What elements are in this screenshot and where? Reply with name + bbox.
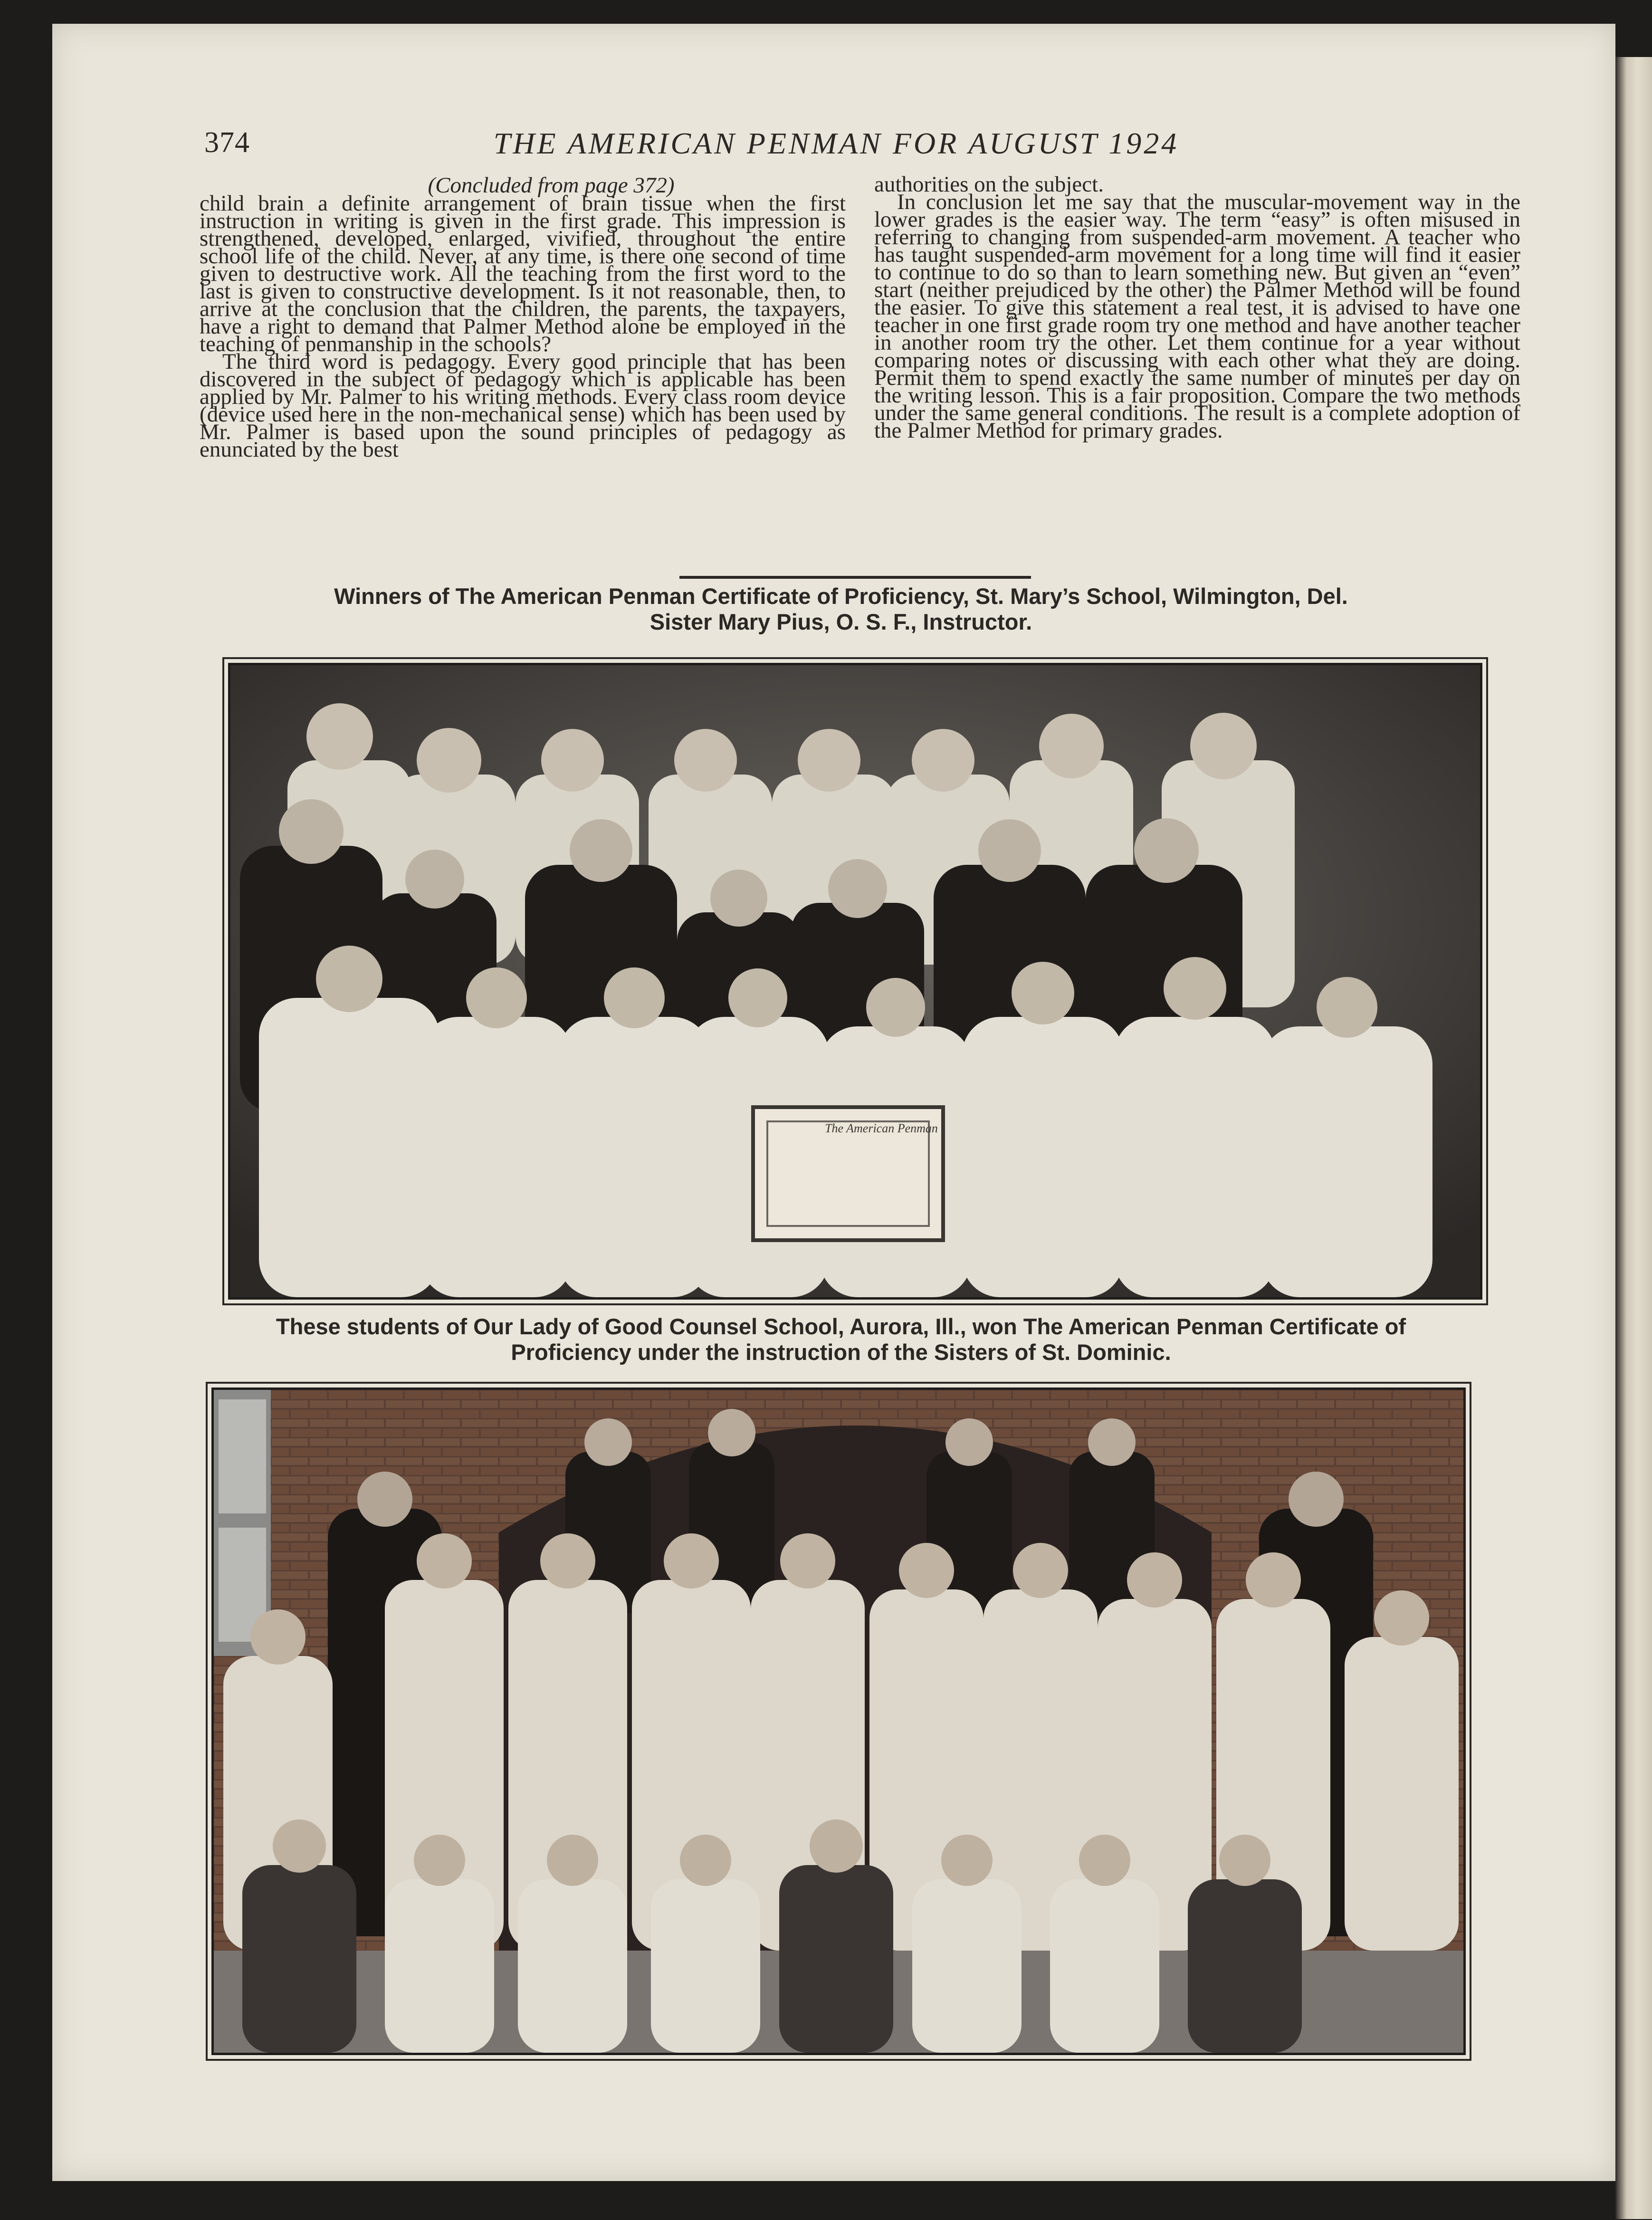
photo-illustration [230, 665, 1480, 1297]
page-header [204, 126, 1468, 169]
caption-line: Sister Mary Pius, O. S. F., Instructor. [649, 609, 1032, 634]
group-photo-st-marys [228, 663, 1482, 1300]
photo-caption [219, 584, 1463, 635]
article-column-left [200, 176, 846, 565]
paragraph: child brain a definite arrangement of brain tissue when the first instruction in writing is given in the first grade. This impression is strengthened, developed, enlarged, vivified, throughout the entire school life of the child. Never, at any time, is there one second of time given to destructive work. All the teaching from the first word to the last is given to constructive development. Is it not reasonable, then, to arrive at the conclusion that the children, the parents, the taxpayers, have a right to demand that Palmer Method alone be employed in the teaching of penmanship in the schools? [200, 191, 846, 356]
running-title: THE AMERICAN PENMAN FOR AUGUST 1924 [493, 126, 1179, 160]
group-photo-good-counsel [211, 1388, 1466, 2055]
photo-illustration [214, 1390, 1463, 2053]
article-column-right [874, 176, 1520, 565]
caption-line: Proficiency under the instruction of the Sisters of St. Dominic. [511, 1340, 1171, 1365]
caption-line: These students of Our Lady of Good Counsel School, Aurora, Ill., won The American Penman Certificate of [276, 1314, 1406, 1339]
continued-note: (Concluded from page 372) [428, 176, 675, 198]
certificate-lettering: The American Penman [825, 1121, 938, 1135]
page-number: 374 [204, 126, 250, 159]
section-divider [679, 576, 1031, 579]
paragraph: authorities on the subject. [874, 176, 1104, 197]
paragraph: The third word is pedagogy. Every good principle that has been discovered in the subject of pedagogy which is applicable has been applied by Mr. Palmer to his writing methods. Every class room device (device used here in the non-mechanical sense) which has been used by Mr. Palmer is based upon the sound principles of pedagogy as enunciated by the best [200, 349, 846, 462]
next-page-edge [1615, 57, 1652, 2219]
photo-caption [219, 1314, 1463, 1365]
caption-line: Winners of The American Penman Certificate of Proficiency, St. Mary’s School, Wilmington, Del. [334, 584, 1348, 609]
paragraph: In conclusion let me say that the muscular-movement way in the lower grades is the easier way. The term “easy” is often misused in referring to changing from suspended-arm movement. A teacher who has taught suspended-arm movement for a long time will find it easier to continue to do so than to learn something new. But given an “even” start (neither prejudiced by the other) the Palmer Method will be found the easier. To give this statement a real test, it is advised to have one teacher in one first grade room try one method and have another teacher in another room try the other. Let them continue for a year without comparing notes or discussing with each other what they are doing. Permit them to spend exactly the same number of minutes per day on the writing lesson. This is a fair proposition. Compare the two methods under the same general conditions. The result is a complete adoption of the Palmer Method for primary grades. [874, 190, 1520, 443]
